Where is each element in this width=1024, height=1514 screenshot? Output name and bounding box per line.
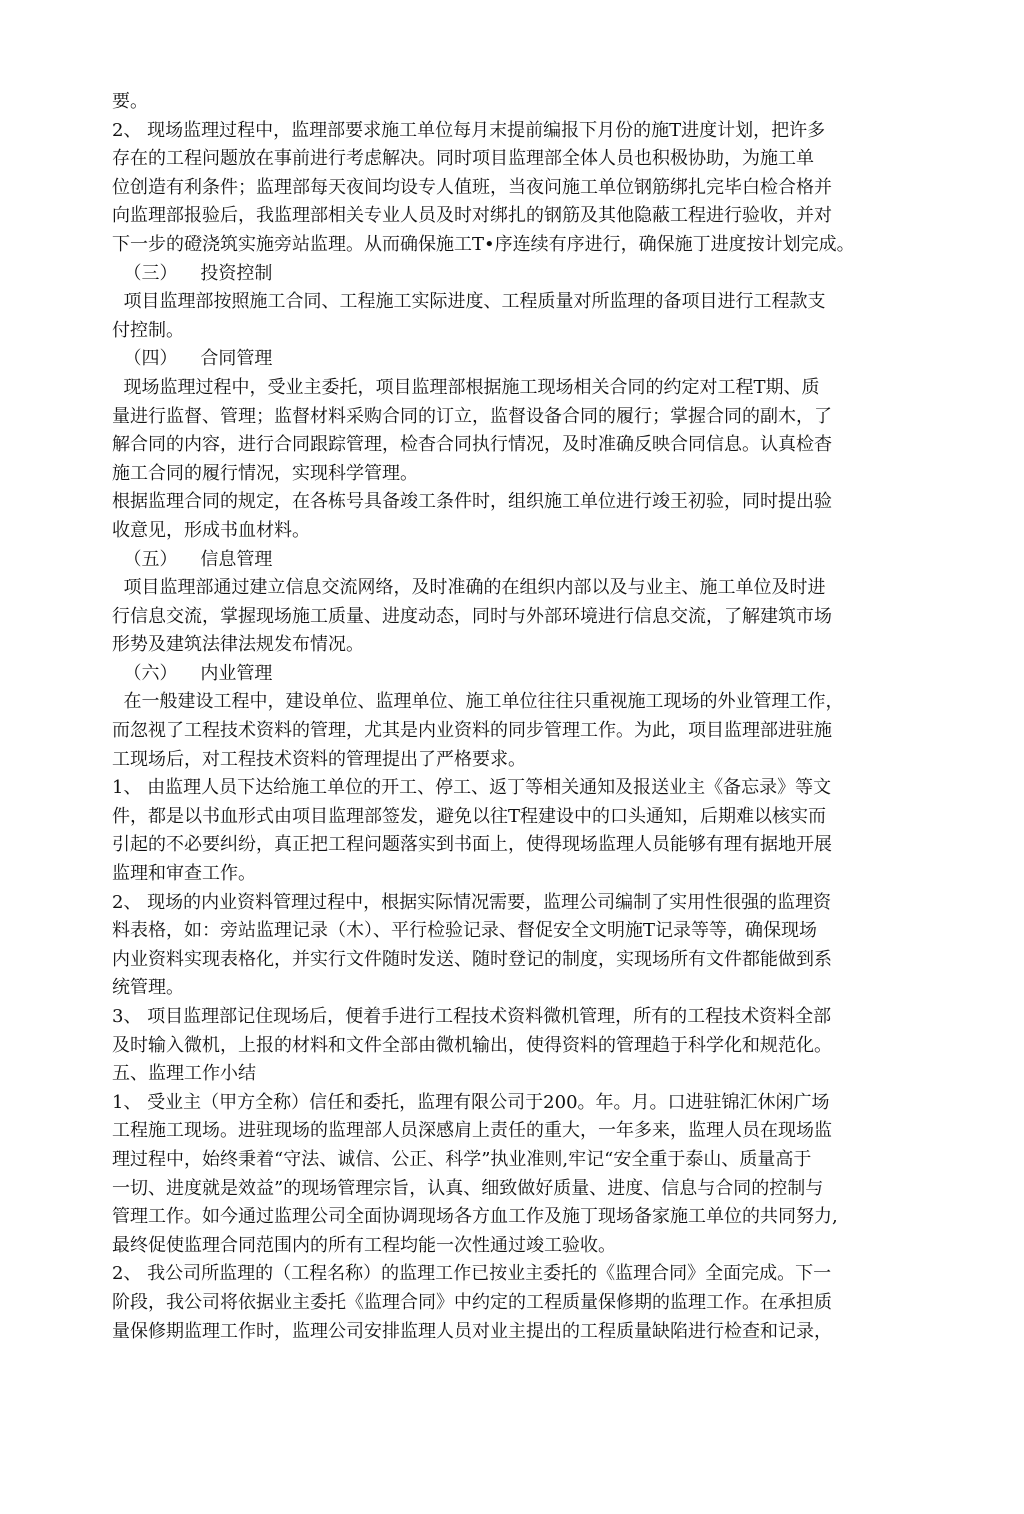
text-line: 一切、进度就是效益”的现场管理宗旨，认真、细致做好质量、进度、信息与合同的控制与 [112, 1177, 824, 1199]
text-line: 引起的不必要纠纷，真正把工程问题落实到书面上，使得现场监理人员能够有理有据地开展 [112, 834, 832, 856]
text-line: 量进行监督、管理；监督材料采购合同的订立，监督设备合同的履行；掌握合同的副木，了 [112, 405, 832, 427]
text-line: 内业资料实现表格化，并实行文件随时发送、随时登记的制度，实现场所有文件都能做到系 [112, 948, 832, 970]
text-line: 项目监理部按照施工合同、工程施工实际进度、工程质量对所监理的备项目进行工程款支 [112, 291, 826, 313]
text-line: 而忽视了工程技术资料的管理，尤其是内业资料的同步管理工作。为此，项目监理部进驻施 [112, 720, 832, 742]
text-line: 2、 现场监理过程中，监理部要求施工单位每月末提前编报下月份的施T进度计划，把许多 [112, 119, 826, 141]
text-line: 项目监理部通过建立信息交流网络，及时准确的在组织内部以及与业主、施工单位及时进 [112, 577, 826, 599]
text-line: 工程施工现场。进驻现场的监理部人员深感肩上责任的重大，一年多来，监理人员在现场监 [112, 1120, 832, 1142]
text-line: 付控制。 [112, 319, 184, 341]
text-line: 形势及建筑法律法规发布情况。 [112, 634, 364, 656]
text-line: 现场监理过程中，受业主委托，项目监理部根据施工现场相关合同的约定对工程T期、质 [112, 376, 820, 398]
text-line: 要。 [112, 91, 148, 112]
text-line: 料表格，如：旁站监理记录（木）、平行检验记录、督促安全文明施T记录等等，确保现场 [112, 920, 818, 942]
text-line: 解合同的内容，进行合同跟踪管理，检杳合同执行情况，及时准确反映合同信息。认真检杳 [112, 434, 832, 456]
text-line: 理过程中，始终秉着“守法、诚信、公正、科学”执业准则,牢记“安全重于泰山、质量高于 [112, 1148, 812, 1170]
text-line: 根据监理合同的规定，在各栋号具备竣工条件时，组织施工单位进行竣王初验，同时提出验 [112, 491, 832, 513]
text-line: （四） 合同管理 [112, 348, 273, 370]
text-line: 2、 我公司所监理的（工程名称）的监理工作已按业主委托的《监理合同》全面完成。下一 [112, 1263, 832, 1285]
text-line: 位创造有利条件；监理部每天夜间均设专人值班，当夜问施工单位钢筋绑扎完毕白检合格并 [112, 176, 832, 198]
text-line: （三） 投资控制 [112, 262, 273, 284]
document-body [112, 88, 892, 1346]
text-line: 工现场后，对工程技术资料的管理提出了严格要求。 [112, 748, 526, 770]
text-line: 管理工作。如今通过监理公司全面协调现场各方血工作及施丁现场备家施工单位的共同努力, [112, 1206, 838, 1228]
text-line: 最终促使监理合同范围内的所有工程均能一次性通过竣工验收。 [112, 1234, 616, 1256]
text-line: 阶段，我公司将依据业主委托《监理合同》中约定的工程质量保修期的监理工作。在承担质 [112, 1291, 832, 1313]
text-line: 向监理部报验后，我监理部相关专业人员及时对绑扎的钢筋及其他隐蔽工程进行验收，并对 [112, 205, 832, 227]
text-line: 在一般建设工程中，建设单位、监理单位、施工单位往往只重视施工现场的外业管理工作， [112, 691, 844, 713]
text-line: 行信息交流，掌握现场施工质量、进度动态，同时与外部环境进行信息交流，了解建筑市场 [112, 605, 832, 627]
text-line: （六） 内业管理 [112, 662, 273, 684]
text-line: 监理和审查工作。 [112, 863, 256, 885]
text-line: 存在的工程问题放在事前进行考虑解决。同时项目监理部全体人员也积极协助，为施工单 [112, 148, 814, 170]
text-line: 件，都是以书血形式由项目监理部签发，避免以往T程建设中的口头通知，后期难以核实而 [112, 805, 827, 827]
text-line: 收意见，形成书血材料。 [112, 519, 310, 541]
text-line: （五） 信息管理 [112, 548, 273, 570]
text-line: 量保修期监理工作时，监理公司安排监理人员对业主提出的工程质量缺陷进行检查和记录， [112, 1320, 832, 1342]
text-line: 3、 项目监理部记住现场后，便着手进行工程技术资料微机管理，所有的工程技术资料全部 [112, 1006, 832, 1027]
text-line: 1、 由监理人员下达给施工单位的开工、停工、返丁等相关通知及报送业主《备忘录》等文 [112, 777, 832, 799]
text-line: 及时输入微机，上报的材料和文件全部由微机输出，使得资料的管理趋于科学化和规范化。 [112, 1034, 832, 1056]
text-line: 施工合同的履行情况，实现科学管理。 [112, 462, 418, 484]
text-line: 1、 受业主（甲方全称）信任和委托，监理有限公司于200。年。月。口进驻锦汇休闲广场 [112, 1091, 830, 1113]
text-line: 五、监理工作小结 [112, 1063, 256, 1085]
text-line: 下一步的磴浇筑实施旁站监理。从而确保施工T•序连续有序进行，确保施丁进度按计划完成。 [112, 233, 855, 255]
text-line: 统管理。 [112, 977, 184, 999]
text-line: 2、 现场的内业资料管理过程中，根据实际情况需要，监理公司编制了实用性很强的监理资 [112, 891, 832, 913]
